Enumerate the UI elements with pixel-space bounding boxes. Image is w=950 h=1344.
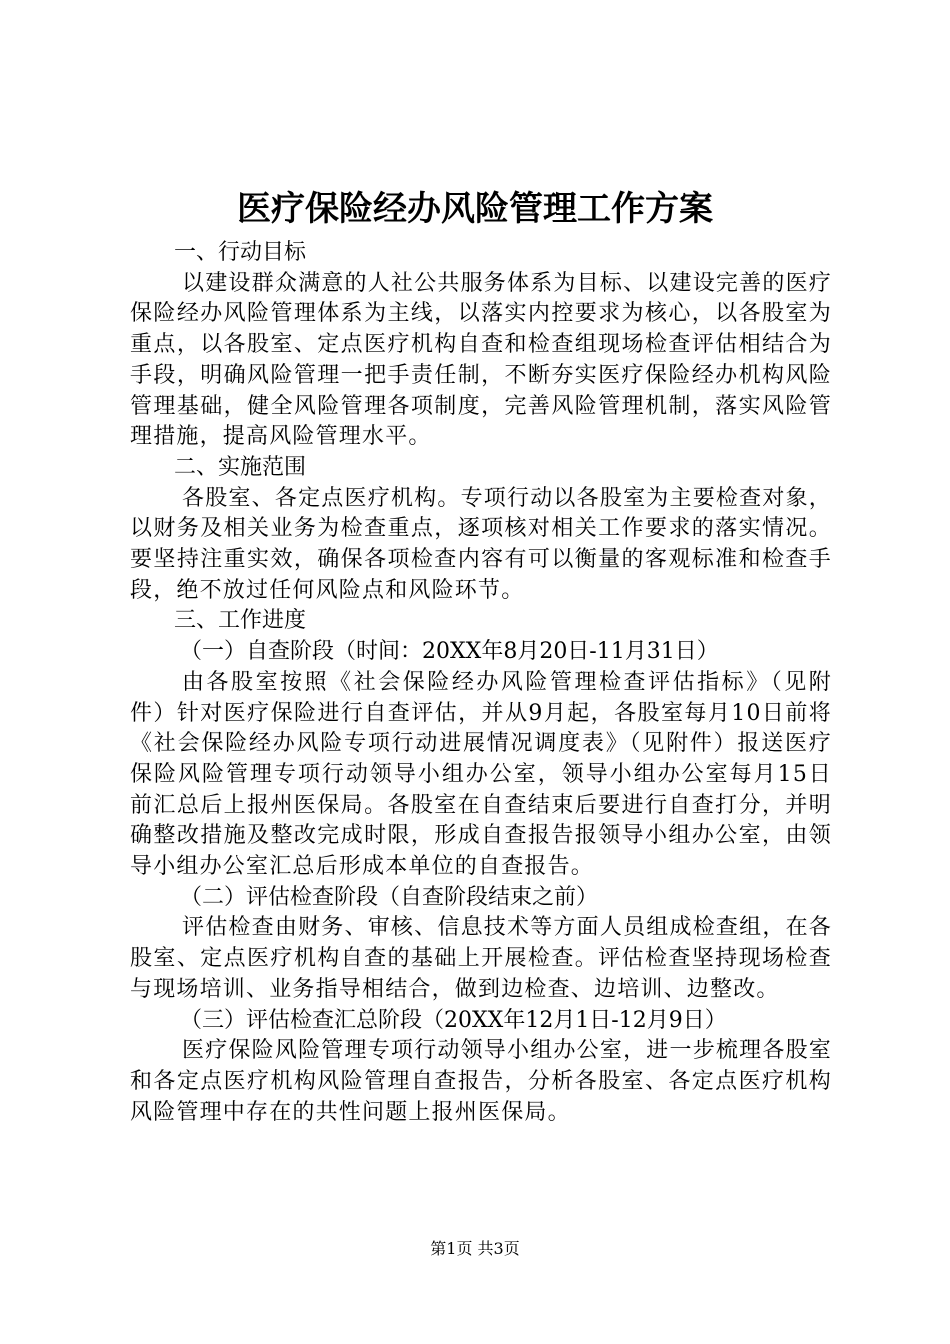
- subheading-summary: （三）评估检查汇总阶段（20XX年12月1日-12月9日）: [180, 1007, 727, 1033]
- document-title: 医疗保险经办风险管理工作方案: [237, 189, 713, 229]
- document-body: [130, 238, 832, 1128]
- subheading-evaluation: （二）评估检查阶段（自查阶段结束之前）: [180, 884, 599, 910]
- page-footer: 第1页 共3页: [430, 1239, 520, 1258]
- section-heading-scope: 二、实施范围: [174, 454, 307, 480]
- section-heading-goal: 一、行动目标: [174, 240, 307, 265]
- paragraph-evaluation: 评估检查由财务、审核、信息技术等方面人员组成检查组，在各股室、定点医疗机构自查的基础上开展检查。评估检查坚持现场检查与现场培训、业务指导相结合，做到边检查、边培训、边整改。: [130, 915, 832, 1002]
- paragraph-goal: 以建设群众满意的人社公共服务体系为目标、以建设完善的医疗保险经办风险管理体系为主线，以落实内控要求为核心，以各股室为重点，以各股室、定点医疗机构自查和检查组现场检查评估相结合为手段，明确风险管理一把手责任制，不断夯实医疗保险经办机构风险管理基础，健全风险管理各项制度，完善风险管理机制，落实风险管理措施，提高风险管理水平。: [130, 270, 832, 450]
- paragraph-self-check: 由各股室按照《社会保险经办风险管理检查评估指标》（见附件）针对医疗保险进行自查评估，并从9月起，各股室每月10日前将《社会保险经办风险专项行动进展情况调度表》（见附件）报送医疗保险风险管理专项行动领导小组办公室，领导小组办公室每月15日前汇总后上报州医保局。各股室在自查结束后要进行自查打分，并明确整改措施及整改完成时限，形成自查报告报领导小组办公室，由领导小组办公室汇总后形成本单位的自查报告。: [130, 669, 832, 880]
- section-heading-progress: 三、工作进度: [174, 608, 307, 634]
- paragraph-summary: 医疗保险风险管理专项行动领导小组办公室，进一步梳理各股室和各定点医疗机构风险管理自查报告，分析各股室、各定点医疗机构风险管理中存在的共性问题上报州医保局。: [130, 1038, 832, 1125]
- subheading-self-check: （一）自查阶段（时间：20XX年8月20日-11月31日）: [180, 639, 719, 665]
- paragraph-scope: 各股室、各定点医疗机构。专项行动以各股室为主要检查对象，以财务及相关业务为检查重点，逐项核对相关工作要求的落实情况。要坚持注重实效，确保各项检查内容有可以衡量的客观标准和检查手段，绝不放过任何风险点和风险环节。: [130, 485, 832, 603]
